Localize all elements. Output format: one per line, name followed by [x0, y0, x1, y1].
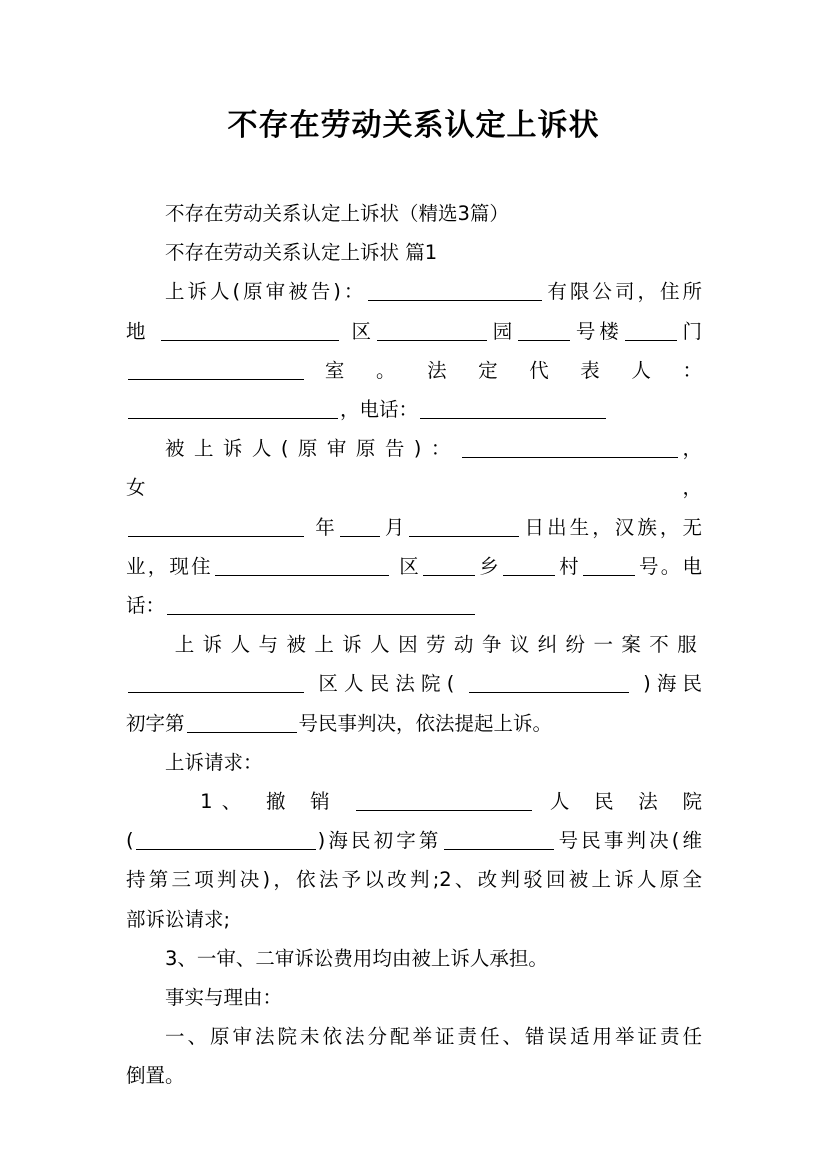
appellee-line-2: 年 月 日出生，汉族，无: [126, 508, 702, 547]
appellant-line-3: 室 。 法 定 代 表 人 ：: [126, 351, 702, 390]
appellee-paragraph: [126, 429, 702, 625]
reason-1-line-2: 倒置。: [126, 1064, 185, 1088]
company-blank: [368, 280, 542, 301]
intro-line-1: 上诉人与被上诉人因劳动争议纠纷一案不服: [174, 633, 702, 657]
request-1-paragraph: [126, 782, 702, 939]
intro-line-2: 区人民法院( )海民: [126, 664, 702, 703]
request-1-line-3: 持第三项判决)，依法予以改判;2、改判驳回被上诉人原全: [126, 868, 702, 892]
request-1-line-2: ( )海民初字第 号民事判决(维: [126, 829, 703, 853]
appellant-line-1: 上诉人(原审被告)： 有限公司，住所: [165, 280, 702, 304]
requests-heading: 上诉请求：: [165, 750, 263, 774]
appellee-line-1: 被上诉人(原审原告)： ，女，: [126, 437, 702, 500]
appellant-line-4: ，电话：: [126, 390, 702, 429]
appellant-paragraph: [126, 272, 702, 429]
document-title: 不存在劳动关系认定上诉状: [227, 108, 600, 143]
facts-heading: 事实与理由：: [165, 986, 283, 1010]
section-heading: 不存在劳动关系认定上诉状 篇1: [165, 241, 438, 265]
reason-1-line-1: 一、原审法院未依法分配举证责任、错误适用举证责任: [165, 1025, 702, 1049]
request-3: 3、一审、二审诉讼费用均由被上诉人承担。: [165, 946, 548, 970]
document-body: [126, 194, 702, 1096]
intro-line-3: 初字第 号民事判决，依法提起上诉。: [126, 711, 553, 735]
appellee-line-3: 业，现住 区 乡 村 号。电: [126, 554, 702, 578]
intro-paragraph: [126, 625, 702, 743]
document-subtitle: 不存在劳动关系认定上诉状（精选3篇）: [165, 202, 509, 225]
request-1-line-4: 部诉讼请求;: [126, 907, 231, 931]
appellant-line-2: 地 区 园 号楼 门: [126, 319, 702, 343]
appellee-line-4: 话：: [126, 586, 702, 625]
request-1-line-1: 1、 撤 销 人 民 法 院: [200, 790, 703, 814]
